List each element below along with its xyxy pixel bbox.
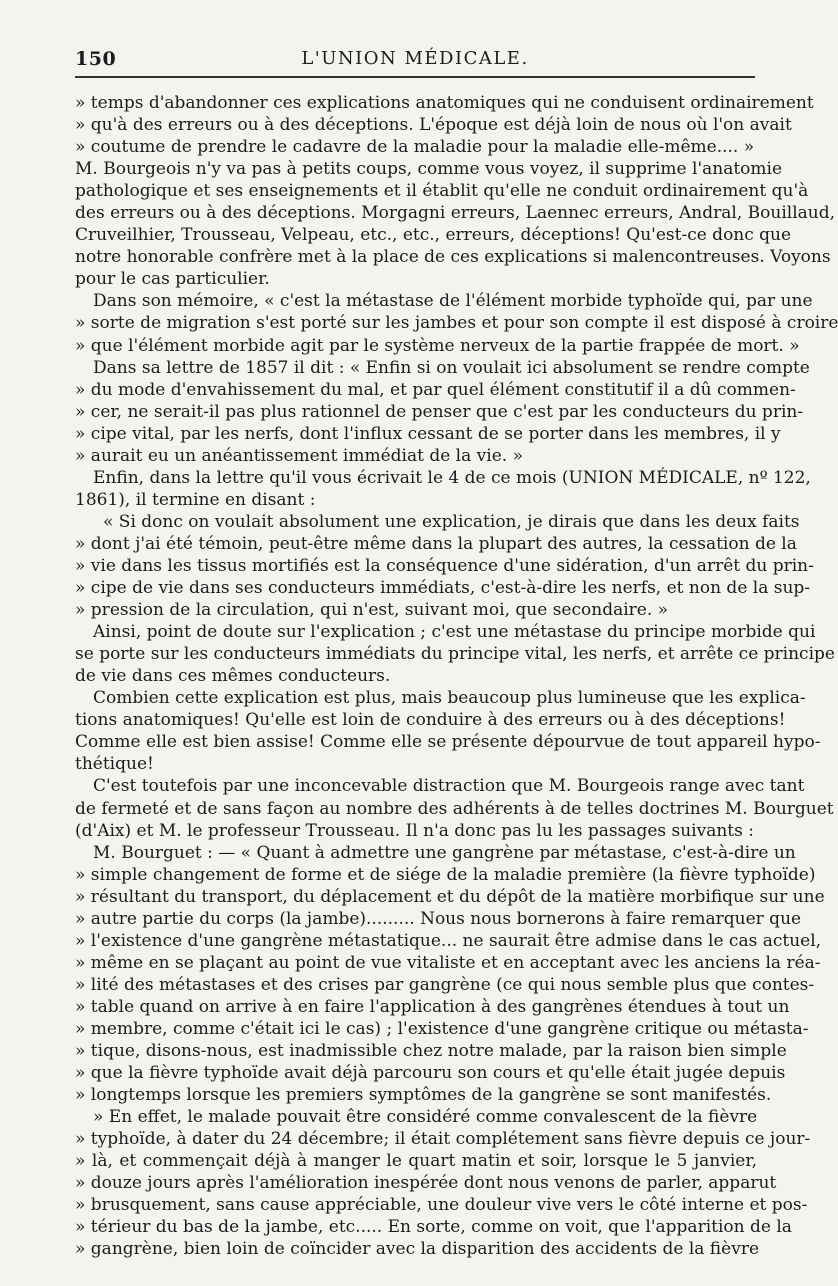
text-line: » gangrène, bien loin de coïncider avec la disparition des accidents de la fièvre [75, 1239, 760, 1260]
text-line: Dans sa lettre de 1857 il dit : « Enfin si on voulait ici absolument se rendre compte [93, 357, 810, 378]
body-text [75, 92, 838, 1260]
text-line: » cipe de vie dans ses conducteurs immédiats, c'est-à-dire les nerfs, et non de la sup- [75, 578, 811, 599]
text-line: » aurait eu un anéantissement immédiat de la vie. » [75, 445, 523, 466]
text-line: se porte sur les conducteurs immédiats du principe vital, les nerfs, et arrête ce principe [75, 644, 835, 665]
text-line: » dont j'ai été témoin, peut-être même dans la plupart des autres, la cessation de la [75, 533, 797, 554]
text-line: » du mode d'envahissement du mal, et par quel élément constitutif il a dû commen- [75, 379, 796, 400]
text-line: » qu'à des erreurs ou à des déceptions. L'époque est déjà loin de nous où l'on avait [75, 115, 792, 136]
text-line: » sorte de migration s'est porté sur les jambes et pour son compte il est disposé à croire [75, 313, 838, 334]
text-line: » même en se plaçant au point de vue vitaliste et en acceptant avec les anciens la réa- [75, 952, 821, 973]
text-line: notre honorable confrère met à la place de ces explications si malencontreuses. Voyons [75, 247, 831, 268]
text-line: Comme elle est bien assise! Comme elle se présente dépourvue de tout appareil hypo- [75, 732, 821, 753]
text-line: tions anatomiques! Qu'elle est loin de conduire à des erreurs ou à des déceptions! [75, 710, 786, 731]
text-line: » autre partie du corps (la jambe)......... Nous nous bornerons à faire remarquer que [75, 908, 802, 929]
text-line: Combien cette explication est plus, mais beaucoup plus lumineuse que les explica- [93, 688, 806, 709]
text-line: » douze jours après l'amélioration inespérée dont nous venons de parler, apparut [75, 1173, 777, 1194]
text-line: » coutume de prendre le cadavre de la maladie pour la maladie elle-même.... » [75, 137, 755, 158]
text-line: » simple changement de forme et de siége de la maladie première (la fièvre typhoïde) [75, 864, 816, 885]
text-line: des erreurs ou à des déceptions. Morgagni erreurs, Laennec erreurs, Andral, Bouillaud, [75, 203, 835, 224]
text-line: de fermeté et de sans façon au nombre des adhérents à de telles doctrines M. Bourguet [75, 798, 834, 819]
text-line: M. Bourgeois n'y va pas à petits coups, comme vous voyez, il supprime l'anatomie [75, 159, 783, 180]
text-line: » cer, ne serait-il pas plus rationnel de penser que c'est par les conducteurs du prin- [75, 401, 804, 422]
text-line: thétique! [75, 754, 154, 775]
text-line: » pression de la circulation, qui n'est, suivant moi, que secondaire. » [75, 600, 669, 621]
text-line: » résultant du transport, du déplacement et du dépôt de la matière morbifique sur une [75, 886, 825, 907]
text-line: Dans son mémoire, « c'est la métastase de l'élément morbide typhoïde qui, par une [93, 291, 813, 312]
text-line: de vie dans ces mêmes conducteurs. [75, 666, 391, 687]
text-line: » temps d'abandonner ces explications anatomiques qui ne conduisent ordinairement [75, 93, 814, 113]
text-line: » typhoïde, à dater du 24 décembre; il était complétement sans fièvre depuis ce jour- [75, 1129, 811, 1150]
text-line: » En effet, le malade pouvait être considéré comme convalescent de la fièvre [93, 1107, 758, 1128]
text-line: » longtemps lorsque les premiers symptômes de la gangrène se sont manifestés. [75, 1085, 772, 1106]
text-line: pathologique et ses enseignements et il établit qu'elle ne conduit ordinairement qu'à [75, 181, 809, 202]
page-number: 150 [75, 48, 117, 70]
text-line: Cruveilhier, Trousseau, Velpeau, etc., etc., erreurs, déceptions! Qu'est-ce donc que [75, 225, 792, 246]
text-line: Enfin, dans la lettre qu'il vous écrivait le 4 de ce mois (UNION MÉDICALE, nº 122, [93, 467, 811, 488]
text-line: Ainsi, point de doute sur l'explication ; c'est une métastase du principe morbide qui [93, 622, 816, 643]
text-line: » table quand on arrive à en faire l'application à des gangrènes étendues à tout un [75, 996, 790, 1017]
header-rule [75, 76, 755, 78]
page-header [75, 44, 755, 74]
text-line: « Si donc on voulait absolument une explication, je dirais que dans les deux faits [103, 511, 800, 532]
text-line: pour le cas particulier. [75, 269, 270, 290]
text-line: » cipe vital, par les nerfs, dont l'influx cessant de se porter dans les membres, il y [75, 423, 781, 444]
text-line: » là, et commençait déjà à manger le quart matin et soir, lorsque le 5 janvier, [75, 1151, 757, 1172]
text-line: » térieur du bas de la jambe, etc..... En sorte, comme on voit, que l'apparition de la [75, 1217, 792, 1238]
text-line: M. Bourguet : — « Quant à admettre une gangrène par métastase, c'est-à-dire un [93, 842, 796, 863]
text-line: » lité des métastases et des crises par gangrène (ce qui nous semble plus que contes- [75, 974, 815, 995]
text-line: » l'existence d'une gangrène métastatique... ne saurait être admise dans le cas actuel, [75, 930, 822, 951]
text-line: » tique, disons-nous, est inadmissible chez notre malade, par la raison bien simple [75, 1041, 787, 1062]
text-line: » membre, comme c'était ici le cas) ; l'existence d'une gangrène critique ou métasta- [75, 1018, 809, 1039]
text-line: C'est toutefois par une inconcevable distraction que M. Bourgeois range avec tant [93, 776, 805, 797]
text-line: » que l'élément morbide agit par le système nerveux de la partie frappée de mort. » [75, 335, 800, 356]
text-line: (d'Aix) et M. le professeur Trousseau. Il n'a donc pas lu les passages suivants : [75, 820, 754, 841]
running-title: L'UNION MÉDICALE. [301, 48, 529, 69]
text-line: 1861), il termine en disant : [75, 489, 316, 510]
text-line: » brusquement, sans cause appréciable, une douleur vive vers le côté interne et pos- [75, 1195, 808, 1216]
text-line: » vie dans les tissus mortifiés est la conséquence d'une sidération, d'un arrêt du prin- [75, 555, 814, 576]
text-line: » que la fièvre typhoïde avait déjà parcouru son cours et qu'elle était jugée depuis [75, 1063, 786, 1084]
